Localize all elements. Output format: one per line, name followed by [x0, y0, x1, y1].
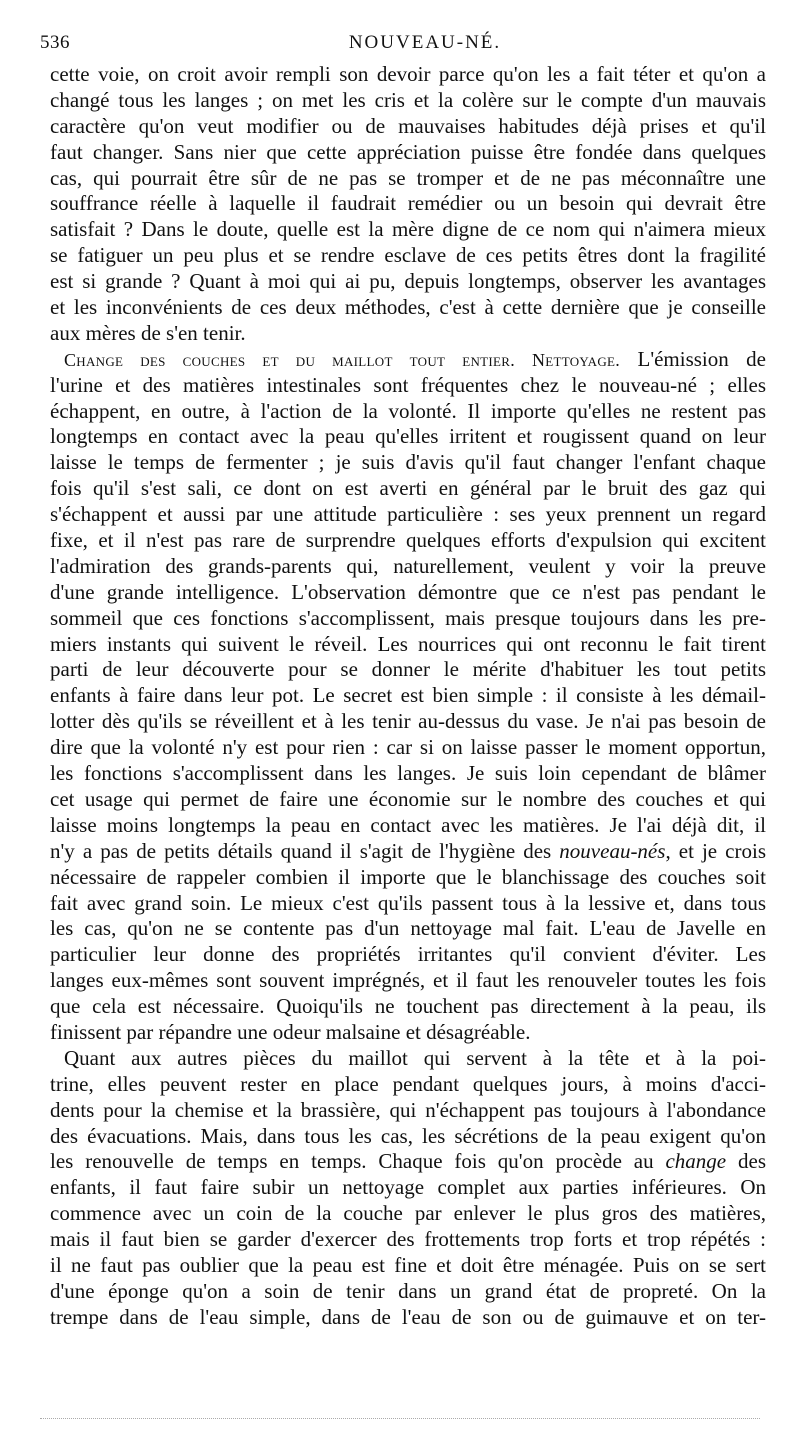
- text-line: s'échappent et aussi par une attitude particulière : ses yeux prennent un regard: [50, 502, 766, 527]
- text-line: [50, 1149, 766, 1175]
- text-line: les fonctions s'accomplissent dans les langes. Je suis loin cependant de blâmer: [50, 761, 766, 786]
- text-line: mais il faut bien se garder d'exercer des frottements trop forts et trop répétés :: [50, 1227, 766, 1252]
- text-line: il ne faut pas oublier que la peau est fine et doit être ménagée. Puis on se sert: [50, 1252, 766, 1277]
- text-line: les cas, qu'on ne se contente pas d'un nettoyage mal fait. L'eau de Javelle en: [50, 916, 766, 941]
- page-number: 536: [40, 32, 70, 53]
- text-line: particulier leur donne des propriétés irritantes qu'il convient d'éviter. Les: [50, 942, 766, 967]
- text-line: commence avec un coin de la couche par enlever le plus gros des matières,: [50, 1201, 766, 1226]
- text-line: cas, qui pourrait être sûr de ne pas se tromper et de ne pas méconnaître une: [50, 165, 766, 190]
- text-line: nécessaire de rappeler combien il importe que le blanchissage des couches soit: [50, 864, 766, 889]
- text-line: trine, elles peuvent rester en place pendant quelques jours, à moins d'acci-: [50, 1071, 766, 1096]
- text-line: laisse moins longtemps la peau en contact avec les matières. Je l'ai déjà dit, il: [50, 812, 766, 837]
- text-line: [50, 839, 766, 865]
- section-heading: Change des couches et du maillot tout entier. Nettoyage.: [64, 349, 621, 370]
- text-line: lotter dès qu'ils se réveillent et à les tenir au-dessus du vase. Je n'ai pas besoin de: [50, 709, 766, 734]
- footer-divider: [40, 1418, 760, 1419]
- text-run: n'y a pas de petits détails quand il s'agit de l'hygiène des: [50, 838, 560, 863]
- text-line: d'une éponge qu'on a soin de tenir dans un grand état de propreté. On la: [50, 1278, 766, 1303]
- paragraph-2: [50, 347, 766, 1046]
- text-line: longtemps en contact avec la peau qu'elles irritent et rougissent quand on leur: [50, 424, 766, 449]
- text-line: et les inconvénients de ces deux méthodes, c'est à cette dernière que je conseille: [50, 295, 766, 320]
- text-line: dents pour la chemise et la brassière, qui n'échappent pas toujours à l'abondance: [50, 1097, 766, 1122]
- text-line: langes eux-mêmes sont souvent imprégnés, et il faut les renouveler toutes les fois: [50, 968, 766, 993]
- text-line: échappent, en outre, à l'action de la volonté. Il importe qu'elles ne restent pas: [50, 398, 766, 423]
- text-run: des: [726, 1149, 766, 1174]
- text-line: l'urine et des matières intestinales sont fréquentes chez le nouveau-né ; elles: [50, 372, 766, 397]
- text-line: souffrance réelle à laquelle il faudrait remédier ou un besoin qui devrait être: [50, 191, 766, 216]
- text-line: des évacuations. Mais, dans tous les cas, les sécrétions de la peau exigent qu'on: [50, 1123, 766, 1148]
- text-line: enfants à faire dans leur pot. Le secret est bien simple : il consiste à les démail-: [50, 683, 766, 708]
- body-text: [50, 62, 766, 1331]
- text-line: cette voie, on croit avoir rempli son devoir parce qu'on les a fait téter et qu'on a: [50, 62, 766, 86]
- text-line: Quant aux autres pièces du maillot qui servent à la tête et à la poi-: [64, 1045, 766, 1070]
- italic-term: change: [665, 1149, 727, 1174]
- text-line: fixe, et il n'est pas rare de surprendre quelques efforts d'expulsion qui excitent: [50, 528, 766, 553]
- text-line: faut changer. Sans nier que cette appréciation puisse être fondée dans quelques: [50, 139, 766, 164]
- text-line: dire que la volonté n'y est pour rien : car si on laisse passer le moment opportun,: [50, 735, 766, 760]
- text-line: cet usage qui permet de faire une économie sur le nombre des couches et qui: [50, 786, 766, 811]
- paragraph-3: [50, 1046, 766, 1331]
- text-line: trempe dans de l'eau simple, dans de l'eau de son ou de guimauve et on ter-: [50, 1304, 766, 1329]
- text-run: les renouvelle de temps en temps. Chaque fois qu'on procède au: [50, 1149, 666, 1174]
- text-line: [50, 347, 766, 373]
- page-header: [40, 32, 770, 62]
- text-line: caractère qu'on veut modifier ou de mauvaises habitudes déjà prises et qu'il: [50, 113, 766, 138]
- text-run: L'émission de: [620, 346, 766, 371]
- text-line: enfants, il faut faire subir un nettoyage complet aux parties inférieures. On: [50, 1175, 766, 1200]
- running-title: NOUVEAU-NÉ.: [348, 32, 502, 53]
- text-line: que cela est nécessaire. Quoiqu'ils ne touchent pas directement à la peau, ils: [50, 994, 766, 1019]
- text-line: parti de leur découverte pour se donner le mérite d'habituer les tout petits: [50, 657, 766, 682]
- text-line: aux mères de s'en tenir.: [50, 320, 246, 345]
- text-line: est si grande ? Quant à moi qui ai pu, depuis longtemps, observer les avantages: [50, 269, 766, 294]
- text-run: , et je crois: [665, 838, 766, 863]
- text-line: d'une grande intelligence. L'observation démontre que ce n'est pas pendant le: [50, 579, 766, 604]
- text-line: laisse le temps de fermenter ; je suis d'avis qu'il faut changer l'enfant chaque: [50, 450, 766, 475]
- text-line: satisfait ? Dans le doute, quelle est la mère digne de ce nom qui n'aimera mieux: [50, 217, 766, 242]
- text-line: finissent par répandre une odeur malsaine et désagréable.: [50, 1019, 531, 1044]
- text-line: l'admiration des grands-parents qui, naturellement, veulent y voir la preuve: [50, 553, 766, 578]
- paragraph-1: [50, 62, 766, 347]
- text-line: sommeil que ces fonctions s'accomplissent, mais presque toujours dans les pre-: [50, 605, 766, 630]
- text-line: fait avec grand soin. Le mieux c'est qu'ils passent tous à la lessive et, dans tous: [50, 890, 766, 915]
- text-line: changé tous les langes ; on met les cris et la colère sur le compte d'un mauvais: [50, 87, 766, 112]
- text-line: miers instants qui suivent le réveil. Les nourrices qui ont reconnu le fait tirent: [50, 631, 766, 656]
- text-line: fois qu'il s'est sali, ce dont on est averti en général par le bruit des gaz qui: [50, 476, 766, 501]
- text-line: se fatiguer un peu plus et se rendre esclave de ces petits êtres dont la fragilité: [50, 243, 766, 268]
- italic-term: nouveau-nés: [559, 838, 666, 863]
